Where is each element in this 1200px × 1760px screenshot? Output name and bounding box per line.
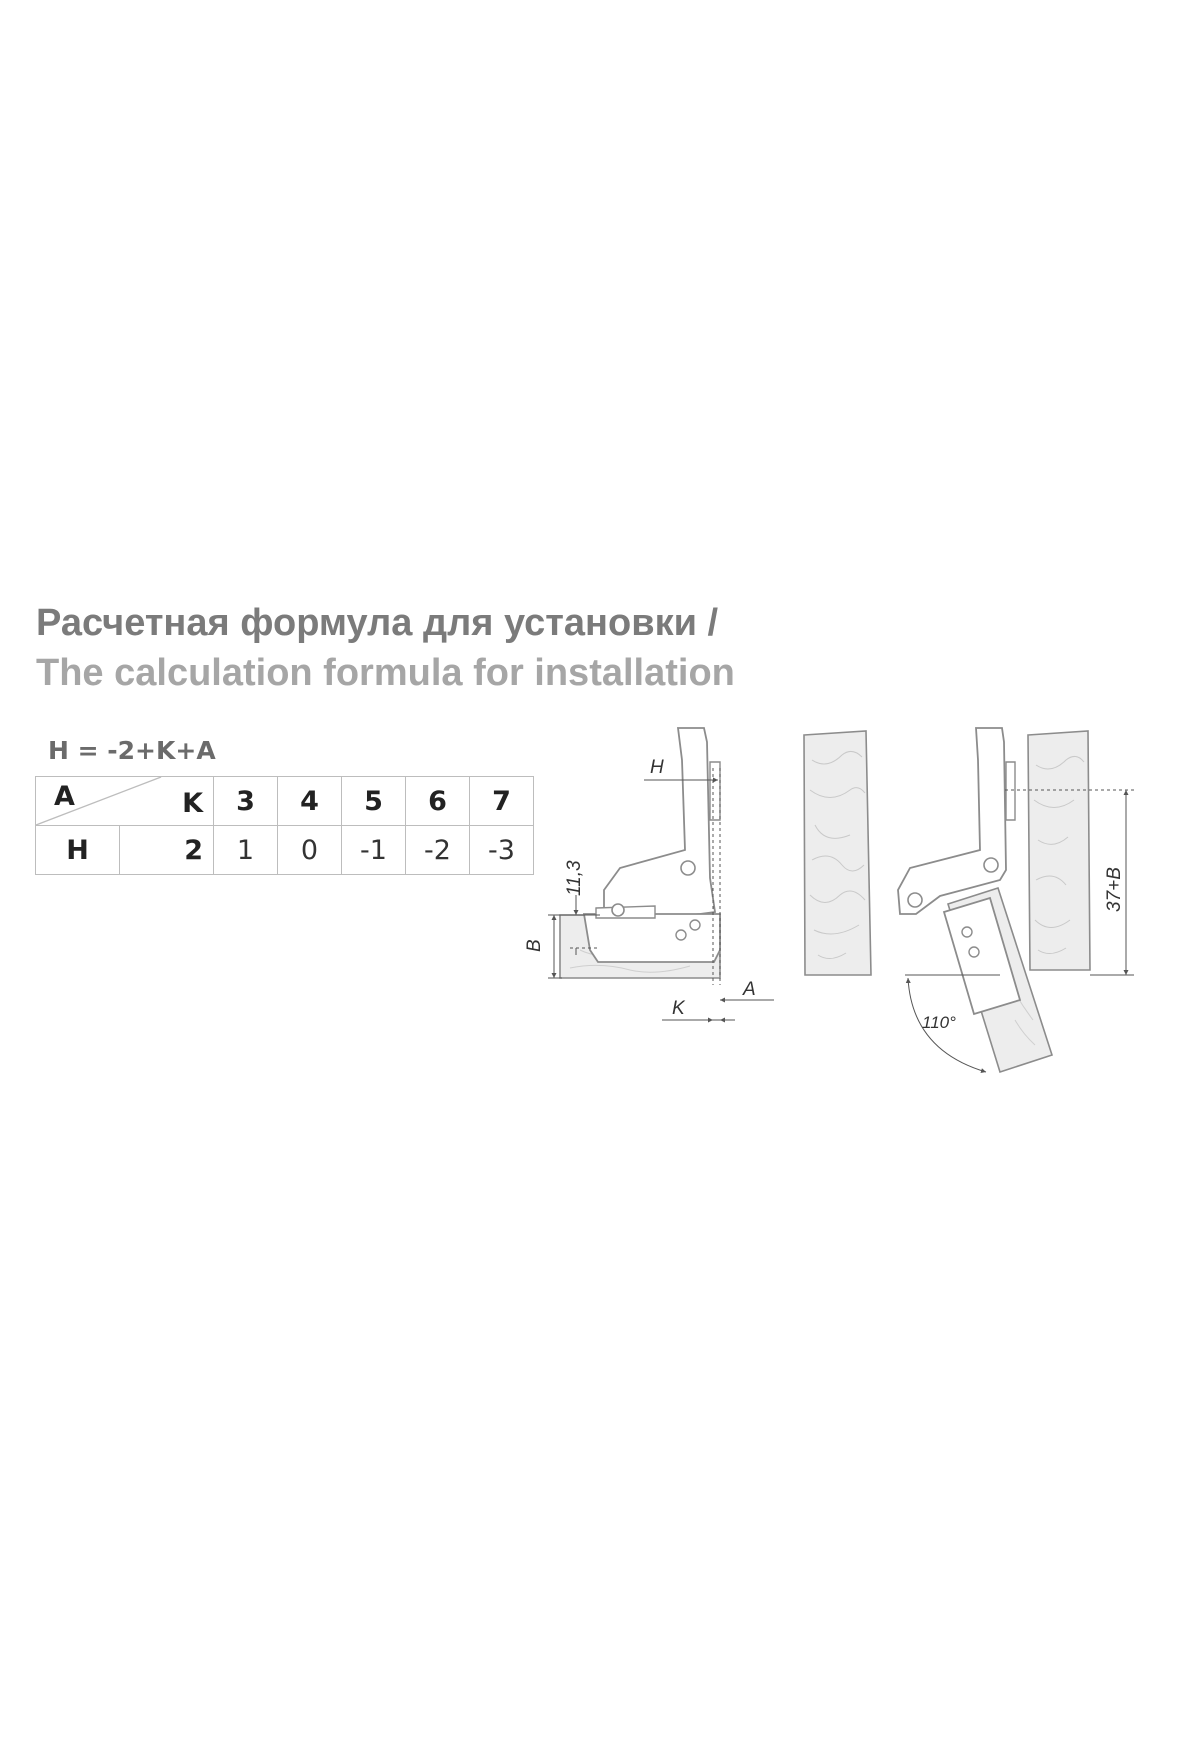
k-value-cell: 4	[278, 777, 342, 826]
mounting-plate	[710, 762, 720, 820]
cup-screw	[969, 947, 979, 957]
k-value-cell: 5	[342, 777, 406, 826]
closed-hinge-drawing	[524, 728, 871, 1020]
dimension-label-k: K	[672, 998, 685, 1019]
title-russian: Расчетная формула для установки /	[36, 602, 719, 644]
h-value-cell: -2	[406, 826, 470, 875]
pivot-screw	[681, 861, 695, 875]
hinge-cup	[584, 914, 720, 962]
h-value-cell: -3	[470, 826, 534, 875]
ka-h-table	[35, 776, 534, 875]
title-english: The calculation formula for installation	[36, 652, 735, 694]
cup-screw	[676, 930, 686, 940]
row-label-h: H	[36, 826, 120, 875]
dimension-label-11-3: 11,3	[564, 860, 585, 896]
page-title	[36, 598, 735, 698]
table-corner-cell	[36, 777, 214, 826]
cup-screw	[690, 920, 700, 930]
open-hinge-drawing	[898, 728, 1134, 1072]
pivot-screw	[612, 904, 624, 916]
dimension-label-h: H	[650, 757, 664, 778]
dimension-label-b: B	[524, 939, 545, 952]
h-value-cell: 1	[214, 826, 278, 875]
k-value-cell: 7	[470, 777, 534, 826]
mounting-plate	[1006, 762, 1015, 820]
h-value-cell: -1	[342, 826, 406, 875]
table-row-k	[36, 777, 534, 826]
a-value-cell: 2	[120, 826, 214, 875]
dimension-label-37-b: 37+B	[1104, 867, 1125, 912]
h-value-cell: 0	[278, 826, 342, 875]
corner-label-k: K	[182, 788, 203, 819]
corner-label-a: A	[54, 781, 75, 812]
pivot-screw	[984, 858, 998, 872]
cabinet-side-panel	[804, 731, 871, 975]
installation-formula: H = -2+K+A	[48, 736, 216, 765]
hinge-installation-diagram	[524, 700, 1160, 1100]
cup-screw	[962, 927, 972, 937]
k-value-cell: 6	[406, 777, 470, 826]
table-row-h	[36, 826, 534, 875]
dimension-label-a: A	[743, 979, 756, 1000]
angle-label: 110°	[922, 1013, 956, 1032]
k-value-cell: 3	[214, 777, 278, 826]
cabinet-side-panel	[1028, 731, 1090, 970]
pivot-screw	[908, 893, 922, 907]
hinge-arm	[898, 728, 1006, 914]
